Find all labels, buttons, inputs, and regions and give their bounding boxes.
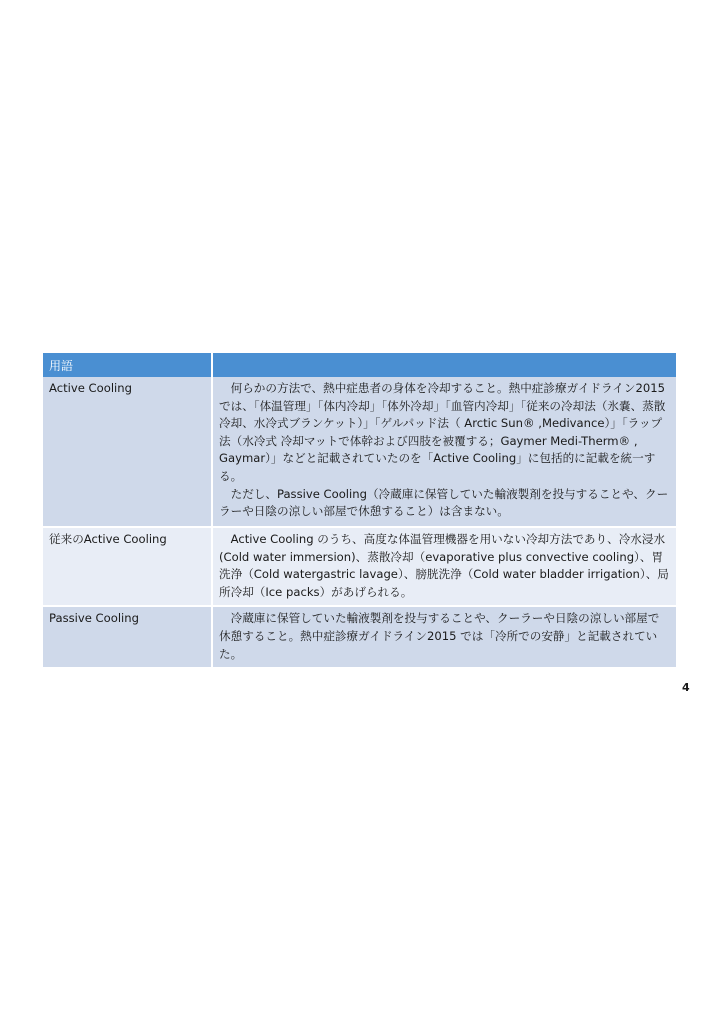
definition-cell [212,527,676,606]
definition-paragraph: Active Cooling のうち、高度な体温管理機器を用いない冷却方法であり、冷水浸水 (Cold water immersion)、蒸散冷却（evaporative plus convective cooling）、胃洗浄（Cold watergastric lavage）、膀胱洗浄（Cold water bladder irrigation）、局所冷却（Ice packs）があげられる。 [219,532,669,599]
table-row [43,377,676,527]
term-cell: Active Cooling [43,377,212,527]
definition-paragraph: 何らかの方法で、熱中症患者の身体を冷却すること。熱中症診療ガイドライン2015 では、「体温管理」「体内冷却」「体外冷却」「血管内冷却」「従来の冷却法（氷嚢、蒸散冷却、水冷式ブランケット）」「ゲルパッド法（ Arctic Sun® ,Medivance）」「ラップ法（水冷式 冷却マットで体幹および四肢を被覆する；Gaymer Medi-Therm® , Gaymar）」などと記載されていたのを「Active Cooling」に包括的に記載を統一する。 [219,381,666,483]
header-definition [212,353,676,377]
page-number: 4 [682,681,690,694]
table-row [43,606,676,668]
term-cell: Passive Cooling [43,606,212,668]
table-row [43,527,676,606]
table-header-row [43,353,676,377]
definition-paragraph: 冷蔵庫に保管していた輸液製剤を投与することや、クーラーや日陰の涼しい部屋で休憩すること。熱中症診療ガイドライン2015 では「冷所での安静」と記載されていた。 [219,611,660,661]
header-term: 用語 [43,353,212,377]
definition-cell [212,606,676,668]
definition-paragraph: ただし、Passive Cooling（冷蔵庫に保管していた輸液製剤を投与することや、クーラーや日陰の涼しい部屋で休憩すること）は含まない。 [219,486,669,519]
definition-cell [212,377,676,527]
glossary-table [43,353,676,669]
term-cell: 従来のActive Cooling [43,527,212,606]
